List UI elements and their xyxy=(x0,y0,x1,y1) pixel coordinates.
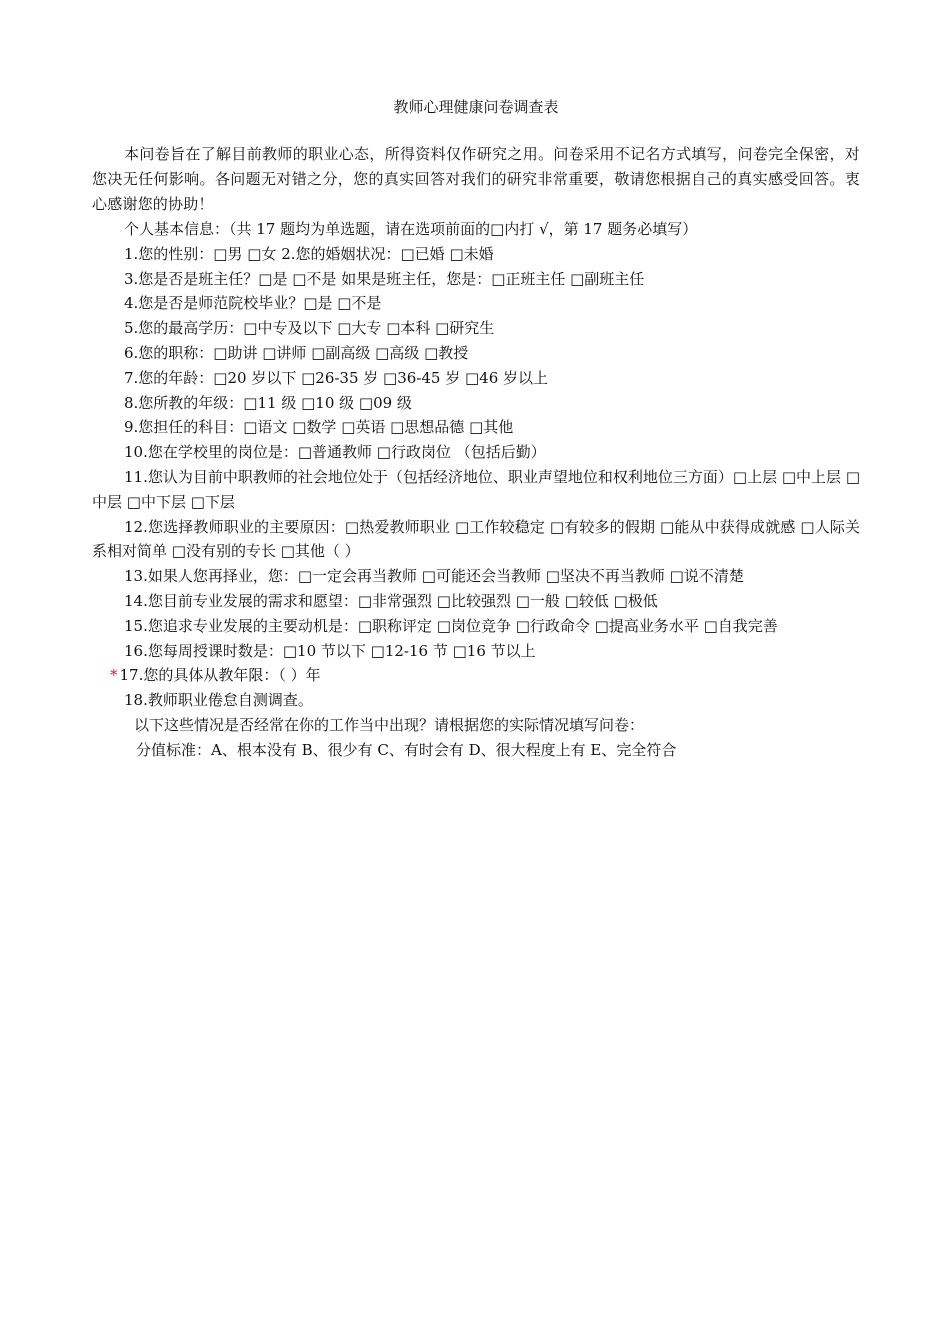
question-17-text: 17.您的具体从教年限：（ ）年 xyxy=(119,666,321,685)
question-4: 4.您是否是师范院校毕业？□是 □不是 xyxy=(124,294,382,313)
basic-info-line: 个人基本信息：（共 17 题均为单选题，请在选项前面的□内打 √，第 17 题务必填写） xyxy=(124,220,698,238)
question-12: 12.您选择教师职业的主要原因：□热爱教师职业 □工作较稳定 □有较多的假期 □能从中获得成就感 □人际关系相对简单 □没有别的专长 □其他（ ） xyxy=(92,517,860,561)
page-title: 教师心理健康问卷调查表 xyxy=(393,98,559,116)
question-7: 7.您的年龄：□20 岁以下 □26-35 岁 □36-45 岁 □46 岁以上 xyxy=(124,368,549,387)
question-6: 6.您的职称：□助讲 □讲师 □副高级 □高级 □教授 xyxy=(124,343,469,362)
question-18: 18.教师职业倦怠自测调查。 xyxy=(124,691,313,710)
question-17 xyxy=(92,663,860,688)
question-16: 16.您每周授课时数是：□10 节以下 □12-16 节 □16 节以上 xyxy=(124,641,536,660)
question-5: 5.您的最高学历：□中专及以下 □大专 □本科 □研究生 xyxy=(124,319,495,338)
document-page xyxy=(92,96,860,763)
required-star-icon: * xyxy=(110,666,118,685)
question-11: 11.您认为目前中职教师的社会地位处于（包括经济地位、职业声望地位和权利地位三方面）□上层 □中上层 □中层 □中下层 □下层 xyxy=(92,467,860,511)
intro-paragraph: 本问卷旨在了解目前教师的职业心态，所得资料仅作研究之用。问卷采用不记名方式填写，问卷完全保密，对您决无任何影响。各问题无对错之分，您的真实回答对我们的研究非常重要，敬请您根据自己的真实感受回答。衷心感谢您的协助！ xyxy=(92,145,860,213)
question-1-2: 1.您的性别：□男 □女 2.您的婚姻状况：□已婚 □未婚 xyxy=(124,244,494,263)
question-9: 9.您担任的科目：□语文 □数学 □英语 □思想品德 □其他 xyxy=(124,418,514,437)
question-13: 13.如果人您再择业，您：□一定会再当教师 □可能还会当教师 □坚决不再当教师 □说不清楚 xyxy=(124,567,744,586)
question-3: 3.您是否是班主任？□是 □不是 如果是班主任，您是：□正班主任 □副班主任 xyxy=(124,269,645,288)
question-15: 15.您追求专业发展的主要动机是：□职称评定 □岗位竞争 □行政命令 □提高业务水平 □自我完善 xyxy=(124,616,778,635)
scale-line: 分值标准：A、根本没有 B、很少有 C、有时会有 D、很大程度上有 E、完全符合 xyxy=(136,740,677,759)
instruction-line: 以下这些情况是否经常在你的工作当中出现？请根据您的实际情况填写问卷： xyxy=(134,715,645,734)
question-8: 8.您所教的年级：□11 级 □10 级 □09 级 xyxy=(124,393,412,412)
question-14: 14.您目前专业发展的需求和愿望：□非常强烈 □比较强烈 □一般 □较低 □极低 xyxy=(124,591,658,610)
question-10: 10.您在学校里的岗位是：□普通教师 □行政岗位 （包括后勤） xyxy=(124,443,546,462)
